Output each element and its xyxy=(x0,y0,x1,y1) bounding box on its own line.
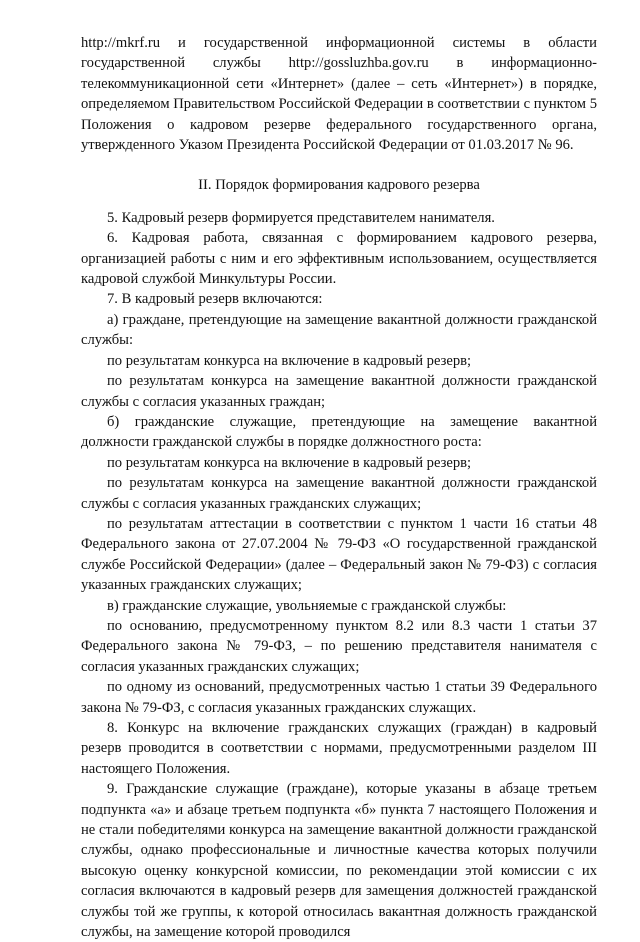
document-text xyxy=(81,33,597,942)
paragraph-7-v-2: по одному из оснований, предусмотренных частью 1 статьи 39 Федерального закона № 79-ФЗ, с согласия указанных гражданских служащих. xyxy=(81,679,597,716)
paragraph-5: 5. Кадровый резерв формируется представителем нанимателя. xyxy=(107,209,495,226)
paragraph-7-b-3: по результатам аттестации в соответствии с пунктом 1 части 16 статьи 48 Федерального закона от 27.07.2004 № 79-ФЗ «О государственной гражданской службе Российской Федерации» (далее – Федеральный закон № 79-ФЗ) с согласия указанных гражданских служащих; xyxy=(81,515,597,594)
paragraph-6: 6. Кадровая работа, связанная с формированием кадрового резерва, организацией работы с ним и его эффективным использованием, осуществляется кадровой службой Минкультуры России. xyxy=(81,230,597,288)
paragraph-7-b-2: по результатам конкурса на замещение вакантной должности гражданской службы с согласия указанных гражданских служащих; xyxy=(81,475,597,512)
section-heading: II. Порядок формирования кадрового резерва xyxy=(198,177,480,194)
paragraph-7-b-1: по результатам конкурса на включение в кадровый резерв; xyxy=(107,454,472,471)
paragraph-9: 9. Гражданские служащие (граждане), которые указаны в абзаце третьем подпункта «а» и абзаце третьем подпункта «б» пункта 7 настоящего Положения и не стали победителями конкурса на замещение вакантной должности гражданской службы, однако профессиональные и личностные качества которых получили высокую оценку конкурсной комиссии, по рекомендации этой комиссии с их согласия включаются в кадровый резерв для замещения должностей гражданской службы той же группы, к которой относилась вакантная должность гражданской службы, на замещение которой проводился xyxy=(81,781,597,941)
paragraph-7-v: в) гражданские служащие, увольняемые с гражданской службы: xyxy=(107,597,507,614)
paragraph-7: 7. В кадровый резерв включаются: xyxy=(107,291,323,308)
paragraph-7-a: а) граждане, претендующие на замещение вакантной должности гражданской службы: xyxy=(81,311,597,349)
paragraph-8: 8. Конкурс на включение гражданских служащих (граждан) в кадровый резерв проводится в соответствии с нормами, предусмотренными разделом III настоящего Положения. xyxy=(81,720,597,777)
paragraph-continuation: http://mkrf.ru и государственной информационной системы в области государственной службы http://gossluzhba.gov.ru в информационно-телекоммуникационной сети «Интернет» (далее – сеть «Интернет») в порядке, определяемом Правительством Российской Федерации в соответствии с пунктом 5 Положения о кадровом резерве федерального государственного органа, утвержденного Указом Президента Российской Федерации от 01.03.2017 № 96. xyxy=(81,35,597,154)
paragraph-7-b: б) гражданские служащие, претендующие на замещение вакантной должности гражданской службы в порядке должностного роста: xyxy=(81,413,597,451)
paragraph-7-v-1: по основанию, предусмотренному пунктом 8.2 или 8.3 части 1 статьи 37 Федерального закона № 79-ФЗ, – по решению представителя нанимателя с согласия указанных гражданских служащих; xyxy=(81,617,597,675)
paragraph-7-a-1: по результатам конкурса на включение в кадровый резерв; xyxy=(107,352,472,369)
paragraph-7-a-2: по результатам конкурса на замещение вакантной должности гражданской службы с согласия указанных граждан; xyxy=(81,373,597,410)
